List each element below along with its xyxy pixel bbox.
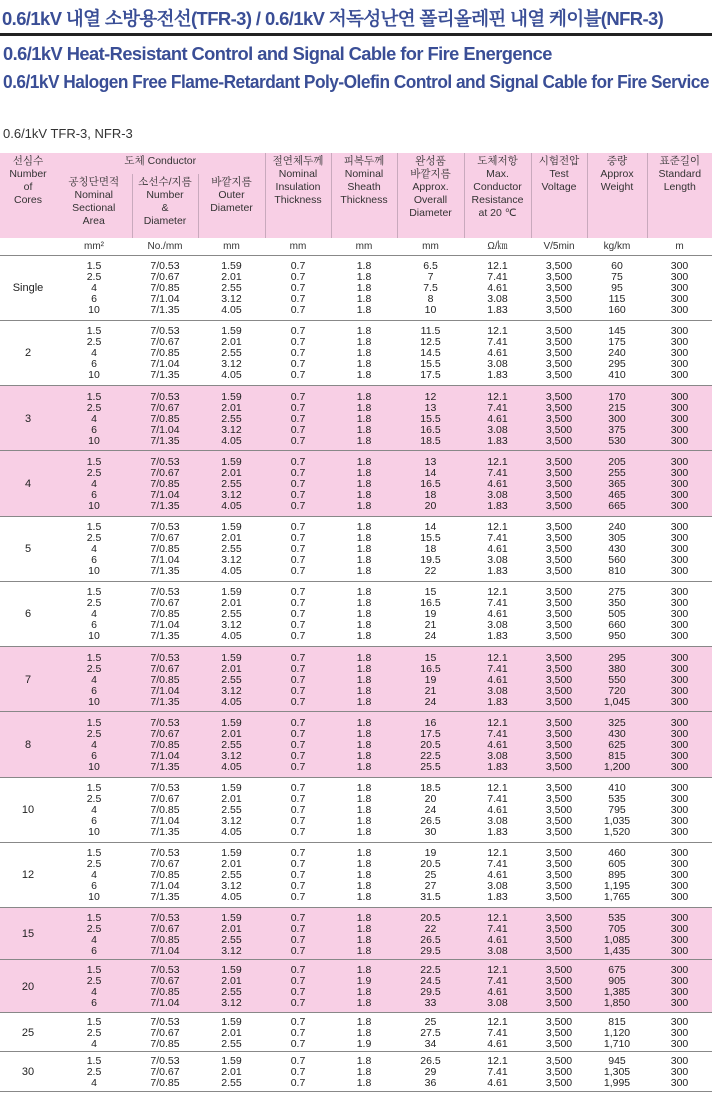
outer-diameter-cell: 1.59 2.01 2.55 3.12 4.05 (221, 847, 242, 904)
overall-diameter-cell: 16 17.5 20.5 22.5 25.5 (397, 712, 464, 777)
core-group (0, 712, 712, 777)
header-insulation: 절연체두께 Nominal Insulation Thickness (265, 153, 331, 238)
table-row (0, 1012, 712, 1052)
resistance-cell: 12.1 7.41 4.61 3.08 1.83 (464, 712, 531, 777)
overall-diameter-cell: 19 20.5 25 27 31.5 (420, 847, 441, 904)
weight-cell: 325 430 625 815 1,200 (587, 712, 647, 777)
insulation-cell: 0.7 0.7 0.7 0.7 0.7 (265, 647, 331, 712)
length-cell: 300 300 300 (670, 1055, 689, 1090)
resistance-cell: 12.1 7.41 4.61 3.08 1.83 (487, 521, 508, 578)
core-group (0, 320, 712, 385)
length-cell: 300 300 300 300 300 (670, 847, 689, 904)
resistance-cell: 12.1 7.41 4.61 3.08 1.83 (487, 586, 508, 643)
sheath-cell: 1.8 1.8 1.8 1.8 (331, 908, 397, 960)
insulation-cell: 0.7 0.7 0.7 (290, 1015, 306, 1050)
header-test-voltage: 시험전압 Test Voltage (531, 153, 587, 238)
weight-cell: 410 535 795 1,035 1,520 (603, 782, 631, 839)
area-cell: 1.5 2.5 4 6 (56, 960, 132, 1012)
title-rule (0, 33, 712, 36)
area-cell: 1.5 2.5 4 6 10 (86, 260, 102, 317)
insulation-cell: 0.7 0.7 0.7 0.7 0.7 (265, 386, 331, 451)
cores-cell: 7 (0, 647, 56, 712)
area-cell: 1.5 2.5 4 (86, 1015, 102, 1050)
outer-diameter-cell: 1.59 2.01 2.55 3.12 4.05 (221, 521, 242, 578)
voltage-cell: 3,500 3,500 3,500 3,500 3,500 (531, 712, 587, 777)
length-cell: 300 300 300 300 300 (647, 647, 712, 712)
header-conductor: 도체 Conductor (56, 153, 265, 174)
header-cores: 선심수 Number of Cores (0, 153, 56, 238)
table-row (0, 386, 712, 451)
unit-length: m (647, 238, 712, 255)
table-row (0, 842, 712, 907)
resistance-cell: 12.1 7.41 4.61 3.08 1.83 (464, 451, 531, 516)
cores-cell: 6 (24, 608, 32, 621)
resistance-cell: 12.1 7.41 4.61 3.08 1.83 (487, 325, 508, 382)
table-row (0, 712, 712, 777)
insulation-cell: 0.7 0.7 0.7 0.7 0.7 (265, 712, 331, 777)
unit-area: mm² (56, 238, 132, 255)
weight-cell: 275 350 505 660 950 (608, 586, 626, 643)
outer-diameter-cell: 1.59 2.01 2.55 (221, 1055, 242, 1090)
resistance-cell: 12.1 7.41 4.61 3.08 (464, 960, 531, 1012)
length-cell: 300 300 300 300 300 (647, 712, 712, 777)
outer-diameter-cell: 1.59 2.01 2.55 3.12 4.05 (221, 325, 242, 382)
voltage-cell: 3,500 3,500 3,500 3,500 3,500 (545, 847, 573, 904)
number-diameter-cell: 7/0.53 7/0.67 7/0.85 7/1.04 7/1.35 (150, 260, 180, 317)
insulation-cell: 0.7 0.7 0.7 0.7 (265, 908, 331, 960)
table-row (0, 255, 712, 320)
outer-diameter-cell: 1.59 2.01 2.55 3.12 4.05 (198, 451, 265, 516)
core-group (0, 960, 712, 1012)
overall-diameter-cell: 20.5 22 26.5 29.5 (397, 908, 464, 960)
length-cell: 300 300 300 300 300 (670, 260, 689, 317)
weight-cell: 170 215 300 375 530 (587, 386, 647, 451)
weight-cell: 60 75 95 115 160 (608, 260, 626, 317)
sheath-cell: 1.8 1.8 1.8 1.8 1.8 (356, 586, 372, 643)
area-cell: 1.5 2.5 4 6 10 (56, 451, 132, 516)
voltage-cell: 3,500 3,500 3,500 3,500 3,500 (531, 647, 587, 712)
number-diameter-cell: 7/0.53 7/0.67 7/0.85 (150, 1015, 180, 1050)
core-group (0, 1052, 712, 1092)
unit-voltage: V/5min (531, 238, 587, 255)
resistance-cell: 12.1 7.41 4.61 3.08 1.83 (464, 386, 531, 451)
number-diameter-cell: 7/0.53 7/0.67 7/0.85 7/1.04 7/1.35 (150, 782, 180, 839)
unit-sheath: mm (331, 238, 397, 255)
cores-cell: 4 (0, 451, 56, 516)
area-cell: 1.5 2.5 4 6 10 (86, 847, 102, 904)
core-group (0, 581, 712, 646)
page-title-korean: 0.6/1kV 내열 소방용전선(TFR-3) / 0.6/1kV 저독성난연 폴리올레핀 내열 케이블(NFR-3) (2, 8, 664, 29)
number-diameter-cell: 7/0.53 7/0.67 7/0.85 7/1.04 7/1.35 (132, 386, 198, 451)
page-title-english-1: 0.6/1kV Heat-Resistant Control and Signal Cable for Fire Energence (3, 43, 552, 64)
overall-diameter-cell: 11.5 12.5 14.5 15.5 17.5 (420, 325, 441, 382)
voltage-cell: 3,500 3,500 3,500 (545, 1015, 573, 1050)
cores-cell: 30 (21, 1066, 35, 1079)
outer-diameter-cell: 1.59 2.01 2.55 3.12 4.05 (198, 647, 265, 712)
cores-cell: 15 (0, 908, 56, 960)
header-number-diameter: 소선수/지름 Number & Diameter (132, 174, 198, 238)
resistance-cell: 12.1 7.41 4.61 3.08 (464, 908, 531, 960)
outer-diameter-cell: 1.59 2.01 2.55 3.12 4.05 (198, 386, 265, 451)
weight-cell: 815 1,120 1,710 (603, 1015, 631, 1050)
outer-diameter-cell: 1.59 2.01 2.55 3.12 4.05 (198, 712, 265, 777)
core-group (0, 647, 712, 712)
sheath-cell: 1.8 1.8 1.8 1.8 1.8 (356, 847, 372, 904)
voltage-cell: 3,500 3,500 3,500 3,500 3,500 (545, 586, 573, 643)
core-group (0, 842, 712, 907)
header-resistance: 도체저항 Max. Conductor Resistance at 20 ℃ (464, 153, 531, 238)
header-area: 공칭단면적 Nominal Sectional Area (56, 174, 132, 238)
cores-cell: 25 (21, 1026, 35, 1039)
outer-diameter-cell: 1.59 2.01 2.55 3.12 (198, 960, 265, 1012)
length-cell: 300 300 300 300 300 (670, 586, 689, 643)
overall-diameter-cell: 14 15.5 18 19.5 22 (420, 521, 441, 578)
core-group (0, 908, 712, 960)
number-diameter-cell: 7/0.53 7/0.67 7/0.85 7/1.04 7/1.35 (150, 847, 180, 904)
table-row (0, 451, 712, 516)
overall-diameter-cell: 13 14 16.5 18 20 (397, 451, 464, 516)
insulation-cell: 0.7 0.7 0.7 0.7 0.7 (265, 451, 331, 516)
area-cell: 1.5 2.5 4 6 (56, 908, 132, 960)
length-cell: 300 300 300 300 (647, 960, 712, 1012)
area-cell: 1.5 2.5 4 6 10 (86, 521, 102, 578)
weight-cell: 535 705 1,085 1,435 (587, 908, 647, 960)
sheath-cell: 1.8 1.8 1.8 1.8 1.8 (356, 782, 372, 839)
voltage-cell: 3,500 3,500 3,500 (545, 1055, 573, 1090)
core-group (0, 386, 712, 451)
sheath-cell: 1.8 1.8 1.8 1.8 1.8 (331, 647, 397, 712)
core-group (0, 777, 712, 842)
area-cell: 1.5 2.5 4 6 10 (56, 712, 132, 777)
core-group (0, 255, 712, 320)
sheath-cell: 1.8 1.8 1.8 1.8 1.8 (356, 521, 372, 578)
overall-diameter-cell: 15 16.5 19 21 24 (397, 647, 464, 712)
sheath-cell: 1.8 1.8 1.8 1.8 1.8 (331, 451, 397, 516)
resistance-cell: 12.1 7.41 4.61 3.08 1.83 (464, 647, 531, 712)
voltage-cell: 3,500 3,500 3,500 3,500 3,500 (545, 521, 573, 578)
number-diameter-cell: 7/0.53 7/0.67 7/0.85 7/1.04 7/1.35 (150, 586, 180, 643)
resistance-cell: 12.1 7.41 4.61 3.08 1.83 (487, 847, 508, 904)
table-row (0, 960, 712, 1012)
resistance-cell: 12.1 7.41 4.61 (487, 1015, 508, 1050)
unit-number: No./mm (132, 238, 198, 255)
area-cell: 1.5 2.5 4 (86, 1055, 102, 1090)
voltage-cell: 3,500 3,500 3,500 3,500 3,500 (531, 451, 587, 516)
number-diameter-cell: 7/0.53 7/0.67 7/0.85 7/1.04 7/1.35 (132, 712, 198, 777)
weight-cell: 205 255 365 465 665 (587, 451, 647, 516)
number-diameter-cell: 7/0.53 7/0.67 7/0.85 7/1.04 7/1.35 (132, 451, 198, 516)
table-row (0, 647, 712, 712)
outer-diameter-cell: 1.59 2.01 2.55 3.12 4.05 (221, 586, 242, 643)
weight-cell: 295 380 550 720 1,045 (587, 647, 647, 712)
sheath-cell: 1.8 1.8 1.8 (356, 1055, 372, 1090)
outer-diameter-cell: 1.59 2.01 2.55 3.12 4.05 (221, 782, 242, 839)
overall-diameter-cell: 25 27.5 34 (420, 1015, 441, 1050)
insulation-cell: 0.7 0.7 0.7 0.7 0.7 (290, 521, 306, 578)
header-overall-diameter: 완성품 바깥지름 Approx. Overall Diameter (397, 153, 464, 238)
cores-cell: 20 (0, 960, 56, 1012)
cores-cell: 3 (0, 386, 56, 451)
length-cell: 300 300 300 300 300 (647, 451, 712, 516)
overall-diameter-cell: 12 13 15.5 16.5 18.5 (397, 386, 464, 451)
number-diameter-cell: 7/0.53 7/0.67 7/0.85 7/1.04 (132, 960, 198, 1012)
resistance-cell: 12.1 7.41 4.61 (487, 1055, 508, 1090)
outer-diameter-cell: 1.59 2.01 2.55 3.12 (198, 908, 265, 960)
table-row (0, 777, 712, 842)
core-group (0, 451, 712, 516)
cores-cell: 8 (0, 712, 56, 777)
unit-overall: mm (397, 238, 464, 255)
cores-cell: 12 (21, 869, 35, 882)
product-subtitle: 0.6/1kV TFR-3, NFR-3 (3, 126, 133, 141)
weight-cell: 240 305 430 560 810 (608, 521, 626, 578)
unit-weight: kg/km (587, 238, 647, 255)
length-cell: 300 300 300 300 (647, 908, 712, 960)
length-cell: 300 300 300 300 300 (670, 782, 689, 839)
overall-diameter-cell: 6.5 7 7.5 8 10 (423, 260, 438, 317)
length-cell: 300 300 300 (670, 1015, 689, 1050)
header-sheath: 피복두께 Nominal Sheath Thickness (331, 153, 397, 238)
cores-cell: 2 (24, 347, 32, 360)
number-diameter-cell: 7/0.53 7/0.67 7/0.85 7/1.04 7/1.35 (132, 647, 198, 712)
core-group (0, 516, 712, 581)
table-row (0, 581, 712, 646)
insulation-cell: 0.7 0.7 0.7 (290, 1055, 306, 1090)
area-cell: 1.5 2.5 4 6 10 (86, 586, 102, 643)
weight-cell: 460 605 895 1,195 1,765 (603, 847, 631, 904)
sheath-cell: 1.8 1.8 1.8 1.8 1.8 (331, 712, 397, 777)
core-group (0, 1012, 712, 1052)
overall-diameter-cell: 15 16.5 19 21 24 (420, 586, 441, 643)
length-cell: 300 300 300 300 300 (670, 521, 689, 578)
unit-insulation: mm (265, 238, 331, 255)
insulation-cell: 0.7 0.7 0.7 0.7 0.7 (290, 782, 306, 839)
voltage-cell: 3,500 3,500 3,500 3,500 (531, 908, 587, 960)
table-row (0, 516, 712, 581)
voltage-cell: 3,500 3,500 3,500 3,500 (531, 960, 587, 1012)
table-row (0, 1052, 712, 1092)
sheath-cell: 1.8 1.9 1.8 1.8 (331, 960, 397, 1012)
overall-diameter-cell: 18.5 20 24 26.5 30 (420, 782, 441, 839)
number-diameter-cell: 7/0.53 7/0.67 7/0.85 7/1.04 (132, 908, 198, 960)
voltage-cell: 3,500 3,500 3,500 3,500 3,500 (545, 325, 573, 382)
voltage-cell: 3,500 3,500 3,500 3,500 3,500 (545, 260, 573, 317)
header-weight: 중량 Approx Weight (587, 153, 647, 238)
area-cell: 1.5 2.5 4 6 10 (56, 647, 132, 712)
unit-outer-diameter: mm (198, 238, 265, 255)
insulation-cell: 0.7 0.7 0.7 0.7 0.7 (290, 847, 306, 904)
area-cell: 1.5 2.5 4 6 10 (86, 325, 102, 382)
insulation-cell: 0.7 0.7 0.7 0.7 0.7 (290, 260, 306, 317)
table-row (0, 320, 712, 385)
resistance-cell: 12.1 7.41 4.61 3.08 1.83 (487, 782, 508, 839)
page-title-english-2: 0.6/1kV Halogen Free Flame-Retardant Poly-Olefin Control and Signal Cable for Fire Service (3, 71, 709, 92)
table-row (0, 908, 712, 960)
insulation-cell: 0.7 0.7 0.7 0.7 0.7 (290, 586, 306, 643)
outer-diameter-cell: 1.59 2.01 2.55 (221, 1015, 242, 1050)
cable-spec-table (0, 153, 712, 1092)
area-cell: 1.5 2.5 4 6 10 (56, 386, 132, 451)
voltage-cell: 3,500 3,500 3,500 3,500 3,500 (545, 782, 573, 839)
cores-cell: 10 (21, 804, 35, 817)
overall-diameter-cell: 26.5 29 36 (420, 1055, 441, 1090)
cores-cell: Single (12, 282, 44, 295)
insulation-cell: 0.7 0.7 0.7 0.7 (265, 960, 331, 1012)
sheath-cell: 1.8 1.8 1.8 1.8 1.8 (356, 260, 372, 317)
resistance-cell: 12.1 7.41 4.61 3.08 1.83 (487, 260, 508, 317)
length-cell: 300 300 300 300 300 (670, 325, 689, 382)
weight-cell: 675 905 1,385 1,850 (587, 960, 647, 1012)
overall-diameter-cell: 22.5 24.5 29.5 33 (397, 960, 464, 1012)
voltage-cell: 3,500 3,500 3,500 3,500 3,500 (531, 386, 587, 451)
outer-diameter-cell: 1.59 2.01 2.55 3.12 4.05 (221, 260, 242, 317)
sheath-cell: 1.8 1.8 1.8 1.8 1.8 (356, 325, 372, 382)
insulation-cell: 0.7 0.7 0.7 0.7 0.7 (290, 325, 306, 382)
header-length: 표준길이 Standard Length (647, 153, 712, 238)
number-diameter-cell: 7/0.53 7/0.67 7/0.85 7/1.04 7/1.35 (150, 325, 180, 382)
area-cell: 1.5 2.5 4 6 10 (86, 782, 102, 839)
number-diameter-cell: 7/0.53 7/0.67 7/0.85 (150, 1055, 180, 1090)
header-outer-diameter: 바깥지름 Outer Diameter (198, 174, 265, 238)
units-spacer (0, 238, 56, 255)
number-diameter-cell: 7/0.53 7/0.67 7/0.85 7/1.04 7/1.35 (150, 521, 180, 578)
weight-cell: 145 175 240 295 410 (608, 325, 626, 382)
sheath-cell: 1.8 1.8 1.9 (356, 1015, 372, 1050)
cores-cell: 5 (24, 543, 32, 556)
weight-cell: 945 1,305 1,995 (603, 1055, 631, 1090)
length-cell: 300 300 300 300 300 (647, 386, 712, 451)
sheath-cell: 1.8 1.8 1.8 1.8 1.8 (331, 386, 397, 451)
unit-resistance: Ω/㎞ (464, 238, 531, 255)
